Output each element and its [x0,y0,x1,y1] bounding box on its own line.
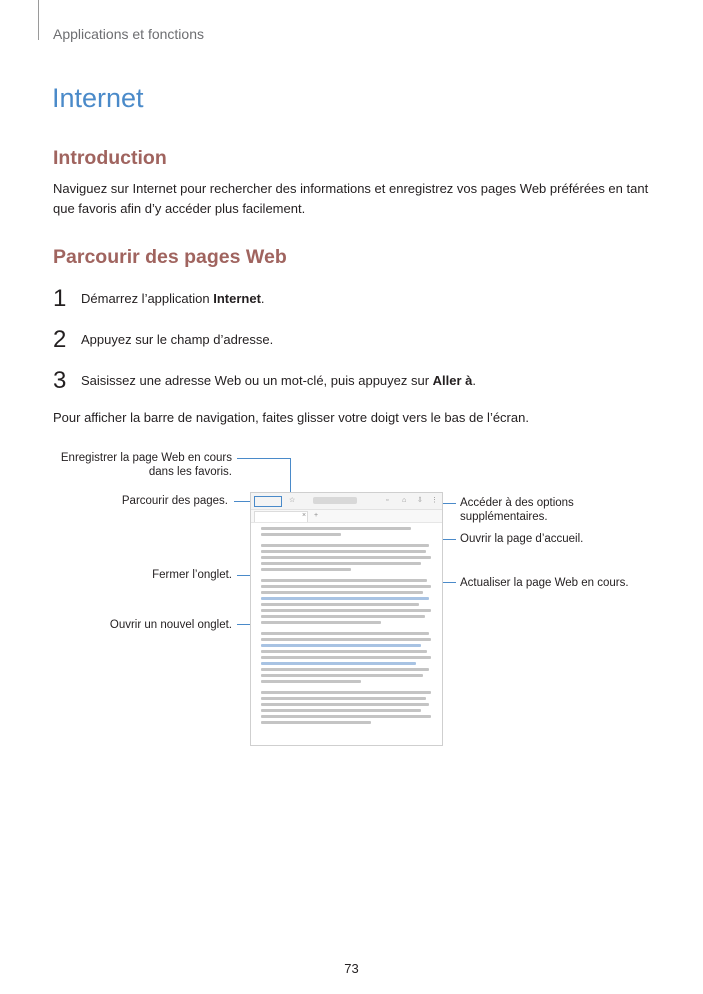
step-text: Appuyez sur le champ d’adresse. [81,332,274,347]
callout-home: Ouvrir la page d’accueil. [460,533,584,545]
browser-screenshot [250,492,443,746]
step-number: 2 [53,326,67,353]
web-page-content [261,527,431,727]
callout-new-tab: Ouvrir un nouvel onglet. [109,619,232,631]
margin-rule [38,0,39,40]
step-number: 1 [53,285,67,312]
star-icon[interactable]: ☆ [289,497,296,504]
callout-refresh: Actualiser la page Web en cours. [460,577,629,589]
pages-button[interactable] [254,496,282,507]
page-number: 73 [344,961,359,976]
intro-paragraph: Naviguez sur Internet pour rechercher des informations et enregistrez vos pages Web préférées en tant que favoris afin d’y accéder plus facilement. [53,181,649,216]
step-number: 3 [53,367,67,394]
browser-tab[interactable] [254,511,308,522]
page-title: Internet [52,83,144,113]
download-icon[interactable]: ⇩ [417,497,423,504]
section-header: Applications et fonctions [53,26,204,42]
navigation-tip: Pour afficher la barre de navigation, faites glisser votre doigt vers le bas de l’écran. [53,410,529,425]
leader-line [237,458,290,459]
address-bar[interactable] [313,497,357,504]
home-icon[interactable]: ⌂ [402,497,407,504]
close-tab-icon[interactable]: × [302,512,307,519]
browser-toolbar [251,493,442,510]
step-text: Démarrez l’application Internet. [81,291,265,306]
tab-bar [251,510,442,523]
callout-options: Accéder à des options supplémentaires. [460,497,574,523]
more-options-icon[interactable]: ⋮ [431,497,438,504]
refresh-icon[interactable]: ▫ [386,497,389,504]
new-tab-icon[interactable]: + [314,512,319,519]
callout-close-tab: Fermer l’onglet. [152,569,232,581]
step-text: Saisissez une adresse Web ou un mot-clé, puis appuyez sur Aller à. [81,373,477,388]
callout-pages: Parcourir des pages. [121,495,228,507]
browse-heading: Parcourir des pages Web [53,246,287,268]
intro-heading: Introduction [53,147,167,169]
callout-bookmark: Enregistrer la page Web en cours dans les favoris. [60,452,232,478]
